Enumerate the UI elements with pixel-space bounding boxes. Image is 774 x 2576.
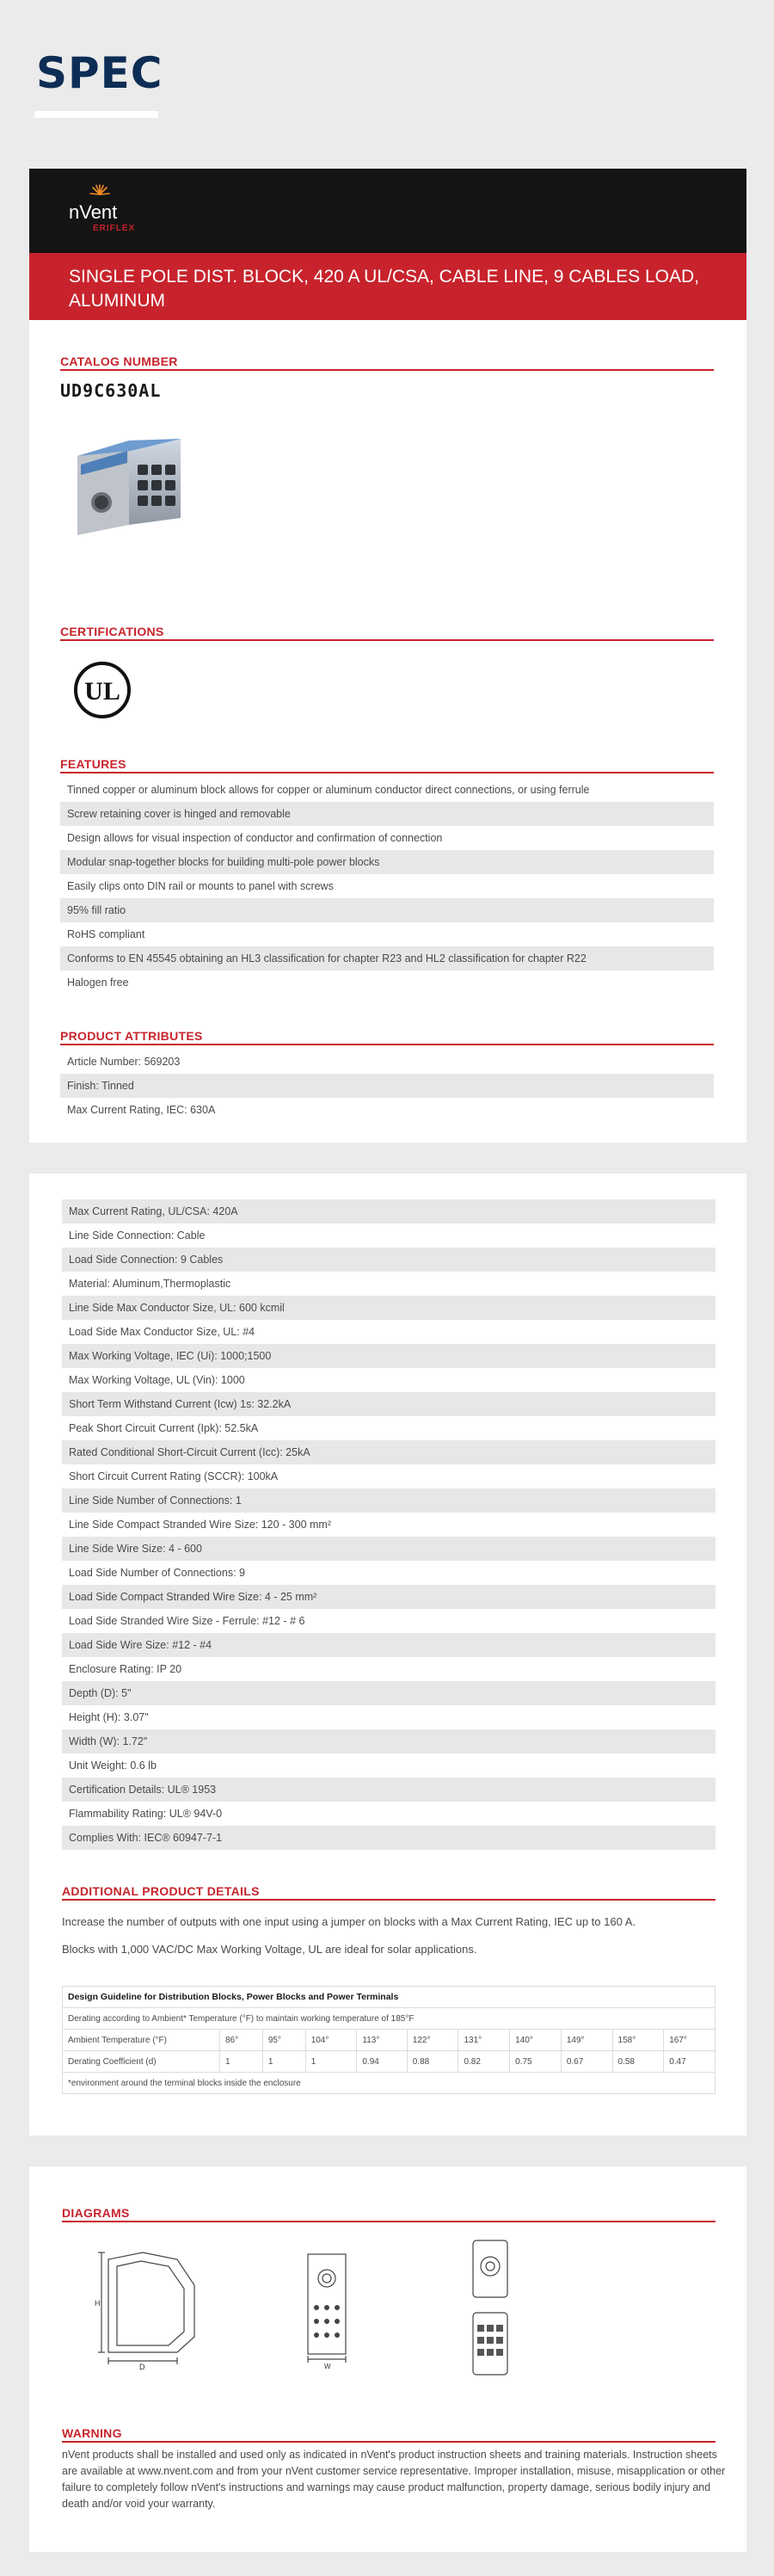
page-heading: SPEC (36, 48, 163, 98)
row-label: Ambient Temperature (°F) (63, 2030, 220, 2051)
attribute-item: Rated Conditional Short-Circuit Current (Icc): 25kA (62, 1440, 716, 1464)
attribute-item: Load Side Max Conductor Size, UL: #4 (69, 1326, 255, 1338)
height-label: H (95, 2299, 101, 2308)
attribute-item: Load Side Wire Size: #12 - #4 (62, 1633, 716, 1657)
attribute-item: Line Side Max Conductor Size, UL: 600 kcmil (62, 1296, 716, 1320)
width-label: W (324, 2363, 331, 2370)
card-1-body (29, 320, 746, 1143)
additional-paragraph-2: Blocks with 1,000 VAC/DC Max Working Voltage, UL are ideal for solar applications. (62, 1943, 477, 1956)
attribute-item: Certification Details: UL® 1953 (62, 1778, 716, 1802)
table-cell: 1 (220, 2051, 263, 2073)
feature-item: Design allows for visual inspection of conductor and confirmation of connection (67, 832, 443, 844)
features-divider (60, 772, 714, 773)
attribute-item: Short Term Withstand Current (Icw) 1s: 32.2kA (62, 1392, 716, 1416)
attribute-item: Unit Weight: 0.6 lb (69, 1759, 157, 1772)
feature-item: Tinned copper or aluminum block allows for copper or aluminum conductor direct connections, or using ferrule (67, 784, 590, 796)
table-cell: 113° (357, 2030, 407, 2051)
attribute-item: Peak Short Circuit Current (Ipk): 52.5kA (69, 1422, 259, 1434)
brand-header (29, 169, 746, 253)
attribute-item: Complies With: IEC® 60947-7-1 (62, 1826, 716, 1850)
table-cell: 0.58 (612, 2051, 664, 2073)
table-row (63, 2030, 716, 2051)
side-view-diagram (83, 2242, 220, 2371)
table-cell: 104° (305, 2030, 357, 2051)
table-cell: 0.94 (357, 2051, 407, 2073)
attribute-item: Flammability Rating: UL® 94V-0 (69, 1808, 223, 1820)
top-bottom-view-diagram (464, 2239, 516, 2376)
table-cell: 0.82 (458, 2051, 510, 2073)
attribute-item: Short Circuit Current Rating (SCCR): 100kA (69, 1470, 279, 1482)
additional-heading: ADDITIONAL PRODUCT DETAILS (62, 1884, 260, 1898)
attribute-item: Max Working Voltage, UL (Vin): 1000 (69, 1374, 245, 1386)
depth-label: D (139, 2363, 145, 2371)
attribute-item: Line Side Compact Stranded Wire Size: 120 - 300 mm² (69, 1519, 331, 1531)
attribute-item: Material: Aluminum,Thermoplastic (69, 1278, 231, 1290)
table-row (63, 2051, 716, 2073)
table-cell: 131° (458, 2030, 510, 2051)
heading-underline (34, 111, 158, 118)
front-view-diagram (292, 2249, 361, 2370)
attribute-item: Load Side Connection: 9 Cables (62, 1248, 716, 1272)
feature-item: Halogen free (67, 977, 129, 989)
feature-item: Screw retaining cover is hinged and removable (60, 802, 714, 826)
table-cell: 0.67 (561, 2051, 612, 2073)
diagrams-heading: DIAGRAMS (62, 2206, 130, 2220)
feature-item: Modular snap-together blocks for building multi-pole power blocks (60, 850, 714, 874)
derating-table-footnote: *environment around the terminal blocks inside the enclosure (63, 2073, 716, 2094)
warning-heading: WARNING (62, 2426, 122, 2440)
product-title: SINGLE POLE DIST. BLOCK, 420 A UL/CSA, CABLE LINE, 9 CABLES LOAD, ALUMINUM (69, 267, 699, 311)
table-cell: 1 (305, 2051, 357, 2073)
attribute-item: Finish: Tinned (60, 1074, 714, 1098)
attribute-item: Depth (D): 5" (62, 1681, 716, 1705)
feature-item: Conforms to EN 45545 obtaining an HL3 classification for chapter R23 and HL2 classification for chapter R22 (60, 946, 714, 971)
attribute-item: Article Number: 569203 (67, 1056, 181, 1068)
product-title-bar (29, 253, 746, 320)
attribute-item: Line Side Number of Connections: 1 (62, 1488, 716, 1513)
spec-card-2 (29, 1174, 746, 2135)
additional-divider (62, 1899, 716, 1901)
attribute-item: Height (H): 3.07" (69, 1711, 149, 1723)
catalog-heading: CATALOG NUMBER (60, 354, 178, 368)
feature-item: RoHS compliant (67, 928, 145, 940)
brand-name: nVent (69, 201, 118, 223)
table-cell: 0.75 (510, 2051, 562, 2073)
attribute-item: Enclosure Rating: IP 20 (69, 1663, 182, 1675)
table-cell: 122° (407, 2030, 458, 2051)
warning-text: nVent products shall be installed and used only as indicated in nVent's product instruction sheets and training materials. Instruction sheets are available at www.nvent.com and from your nVent customer service representative. Improper installation, misuse, misapplication or other failure to completely follow nVent's instructions and warnings may cause product malfunction, property damage, serious bodily injury and death and/or void your warranty. (62, 2449, 726, 2510)
certifications-heading: CERTIFICATIONS (60, 625, 164, 638)
attribute-item: Line Side Wire Size: 4 - 600 (62, 1537, 716, 1561)
ul-mark: UL (84, 677, 120, 706)
attribute-item: Max Current Rating, UL/CSA: 420A (62, 1199, 716, 1223)
diagrams-divider (62, 2221, 716, 2222)
table-cell: 0.88 (407, 2051, 458, 2073)
attribute-item: Max Current Rating, IEC: 630A (67, 1104, 216, 1116)
table-cell: 149° (561, 2030, 612, 2051)
brand-sub: ERIFLEX (93, 224, 136, 233)
attribute-item: Load Side Compact Stranded Wire Size: 4 - 25 mm² (62, 1585, 716, 1609)
table-cell: 158° (612, 2030, 664, 2051)
attribute-item: Load Side Stranded Wire Size - Ferrule: #12 - # 6 (69, 1615, 305, 1627)
attributes-list-continued (62, 1199, 716, 1850)
attribute-item: Max Working Voltage, IEC (Ui): 1000;1500 (62, 1344, 716, 1368)
features-list (60, 778, 714, 995)
table-cell: 0.47 (664, 2051, 716, 2073)
table-cell: 167° (664, 2030, 716, 2051)
product-photo (69, 422, 189, 542)
derating-table (62, 1986, 716, 2094)
certifications-divider (60, 639, 714, 641)
spec-card-3 (29, 2166, 746, 2552)
feature-item: Easily clips onto DIN rail or mounts to panel with screws (67, 880, 334, 892)
table-cell: 95° (262, 2030, 305, 2051)
attribute-item: Load Side Number of Connections: 9 (69, 1567, 245, 1579)
attributes-heading: PRODUCT ATTRIBUTES (60, 1029, 203, 1043)
attribute-item: Width (W): 1.72" (62, 1729, 716, 1753)
warning-divider (62, 2441, 716, 2443)
catalog-divider (60, 369, 714, 371)
table-cell: 140° (510, 2030, 562, 2051)
attributes-divider (60, 1044, 714, 1045)
attributes-list (60, 1050, 714, 1122)
derating-table-subtitle: Derating according to Ambient* Temperature (°F) to maintain working temperature of 185°F (63, 2008, 716, 2030)
row-label: Derating Coefficient (d) (63, 2051, 220, 2073)
features-heading: FEATURES (60, 757, 126, 771)
derating-table-title: Design Guideline for Distribution Blocks, Power Blocks and Power Terminals (63, 1987, 716, 2008)
catalog-number: UD9C630AL (60, 380, 162, 401)
ul-certification-icon (72, 660, 132, 720)
additional-paragraph-1: Increase the number of outputs with one input using a jumper on blocks with a Max Current Rating, IEC up to 160 A. (62, 1915, 636, 1928)
table-cell: 86° (220, 2030, 263, 2051)
table-cell: 1 (262, 2051, 305, 2073)
attribute-item: Line Side Connection: Cable (69, 1229, 206, 1242)
feature-item: 95% fill ratio (60, 898, 714, 922)
